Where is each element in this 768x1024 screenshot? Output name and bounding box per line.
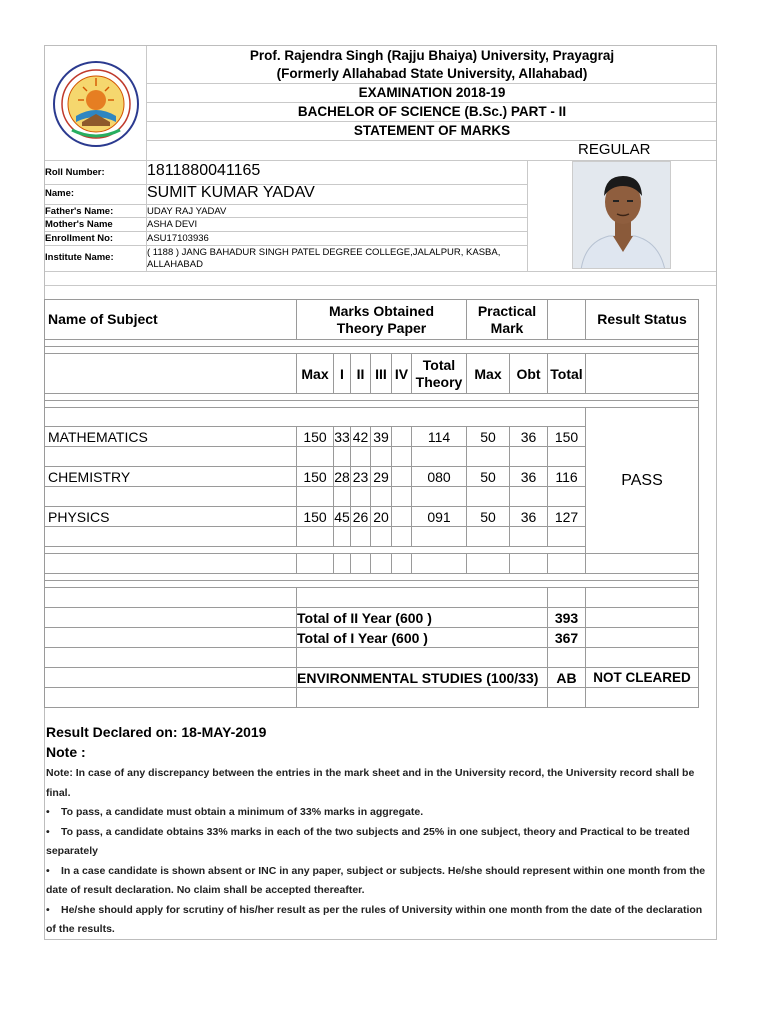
subject-total: 116 [548, 467, 586, 487]
student-name: SUMIT KUMAR YADAV [147, 184, 315, 201]
total-ii-year-label: Total of II Year (600 ) [297, 608, 548, 628]
paper-i-marks: 33 [334, 428, 350, 445]
result-declared-date: Result Declared on: 18-MAY-2019 [46, 724, 267, 740]
total-i-year-label: Total of I Year (600 ) [297, 628, 548, 648]
col-total-theory-line2: Theory [415, 373, 463, 390]
paper-ii-marks: 26 [351, 507, 371, 527]
father-name: UDAY RAJ YADAV [147, 206, 227, 217]
header-practical [467, 300, 548, 340]
document-title: STATEMENT OF MARKS [353, 123, 511, 138]
note-bullet: • To pass, a candidate must obtain a minimum of 33% marks in aggregate. [46, 806, 424, 818]
mother-label: Mother's Name [45, 219, 113, 230]
env-studies-label: ENVIRONMENTAL STUDIES (100/33) [297, 668, 548, 688]
header-subject: Name of Subject [45, 300, 297, 340]
subject-name: CHEMISTRY [45, 467, 297, 487]
paper-iv-marks [392, 467, 412, 487]
note-title: Note : [46, 744, 86, 760]
institute-label: Institute Name: [45, 252, 114, 263]
total-theory: 114 [412, 427, 467, 447]
category-label: REGULAR [578, 141, 651, 158]
divider [45, 231, 527, 232]
note-main: Note: In case of any discrepancy between the entries in the mark sheet and in the University record, the University record shall be final. [46, 767, 695, 799]
enrollment-label: Enrollment No: [45, 233, 114, 244]
divider [45, 204, 527, 205]
practical-obt: 36 [510, 507, 548, 527]
subject-name: MATHEMATICS [45, 427, 297, 447]
roll-number: 1811880041165 [147, 162, 261, 179]
note-bullet-text: He/she should apply for scrutiny of his/her result as per the rules of University within one month from the date of the declaration of the results. [46, 903, 703, 935]
mother-name: ASHA DEVI [147, 219, 198, 230]
divider [45, 245, 527, 246]
university-former-name: (Formerly Allahabad State University, Allahabad) [276, 66, 588, 81]
total-ii-year-value: 393 [548, 608, 586, 628]
note-bullet-text: In a case candidate is shown absent or INC in any paper, subject or subjects. He/she should represent within one month from the date of result declaration. No claim shall be accepted thereafter. [46, 864, 706, 896]
divider [45, 217, 527, 218]
col-practical-obt: Obt [510, 354, 548, 394]
paper-i-marks: 28 [334, 468, 350, 485]
paper-ii-marks: 23 [351, 467, 371, 487]
paper-iii-marks: 39 [371, 427, 392, 447]
header-practical-line2: Mark [490, 319, 524, 336]
paper-ii-marks: 42 [351, 427, 371, 447]
note-bullet-text: To pass, a candidate must obtain a minimum of 33% marks in aggregate. [61, 806, 424, 818]
father-label: Father's Name: [45, 206, 114, 217]
max-marks: 150 [297, 427, 334, 447]
col-total-theory-line1: Total [422, 356, 456, 373]
university-name: Prof. Rajendra Singh (Rajju Bhaiya) University, Prayagraj [249, 48, 615, 63]
env-studies-status: NOT CLEARED [586, 668, 699, 688]
env-studies-value: AB [548, 668, 586, 688]
marks-table [44, 299, 699, 708]
col-paper-ii: II [351, 354, 371, 394]
practical-max: 50 [467, 507, 510, 527]
col-total-theory [412, 354, 467, 394]
col-paper-iv: IV [392, 354, 412, 394]
practical-obt: 36 [510, 467, 548, 487]
university-seal-logo [52, 60, 140, 148]
institute-name-line2: ALLAHABAD [147, 259, 203, 270]
col-practical-max: Max [467, 354, 510, 394]
header-marks-line1: Marks Obtained [328, 302, 435, 319]
note-bullet: • He/she should apply for scrutiny of his/her result as per the rules of University within one month from the date of the declaration of the results. [46, 903, 703, 935]
exam-title: EXAMINATION 2018-19 [358, 85, 506, 100]
max-marks: 150 [297, 467, 334, 487]
max-marks: 150 [297, 507, 334, 527]
total-theory: 080 [412, 467, 467, 487]
subject-total: 150 [548, 427, 586, 447]
institute-name-line1: ( 1188 ) JANG BAHADUR SINGH PATEL DEGREE COLLEGE,JALALPUR, KASBA, [147, 247, 501, 258]
practical-max: 50 [467, 467, 510, 487]
practical-obt: 36 [510, 427, 548, 447]
paper-iv-marks [392, 507, 412, 527]
divider [45, 285, 716, 286]
result-status: PASS [586, 408, 699, 554]
subject-total: 127 [548, 507, 586, 527]
subject-name: PHYSICS [45, 507, 297, 527]
col-max: Max [297, 354, 334, 394]
student-photo [572, 161, 671, 269]
header-marks-obtained [297, 300, 467, 340]
note-bullet: • In a case candidate is shown absent or INC in any paper, subject or subjects. He/she should represent within one month from the date of result declaration. No claim shall be accepted thereafter. [46, 864, 706, 896]
divider [527, 160, 528, 271]
col-total: Total [548, 354, 586, 394]
header-marks-line2: Theory Paper [336, 319, 427, 336]
paper-iii-marks: 20 [371, 507, 392, 527]
roll-label: Roll Number: [45, 167, 105, 178]
paper-iv-marks [392, 427, 412, 447]
empty-cell [548, 300, 586, 340]
course-title: BACHELOR OF SCIENCE (B.Sc.) PART - II [297, 104, 567, 119]
empty-cell [45, 354, 297, 394]
note-bullet-text: To pass, a candidate obtains 33% marks in each of the two subjects and 25% in one subject, theory and Practical to be treated separately [46, 825, 690, 857]
col-paper-i: I [334, 354, 351, 394]
total-theory: 091 [412, 507, 467, 527]
enrollment-number: ASU17103936 [147, 233, 209, 244]
paper-i-marks: 45 [334, 508, 350, 525]
col-paper-iii: III [371, 354, 392, 394]
total-i-year-value: 367 [548, 628, 586, 648]
header-result-status: Result Status [586, 300, 699, 340]
note-bullet: • To pass, a candidate obtains 33% marks in each of the two subjects and 25% in one subject, theory and Practical to be treated separately [46, 825, 690, 857]
paper-iii-marks: 29 [371, 467, 392, 487]
header-practical-line1: Practical [477, 302, 537, 319]
name-label: Name: [45, 188, 75, 199]
divider [45, 271, 716, 272]
practical-max: 50 [467, 427, 510, 447]
notes-section [46, 764, 712, 940]
empty-cell [586, 354, 699, 394]
